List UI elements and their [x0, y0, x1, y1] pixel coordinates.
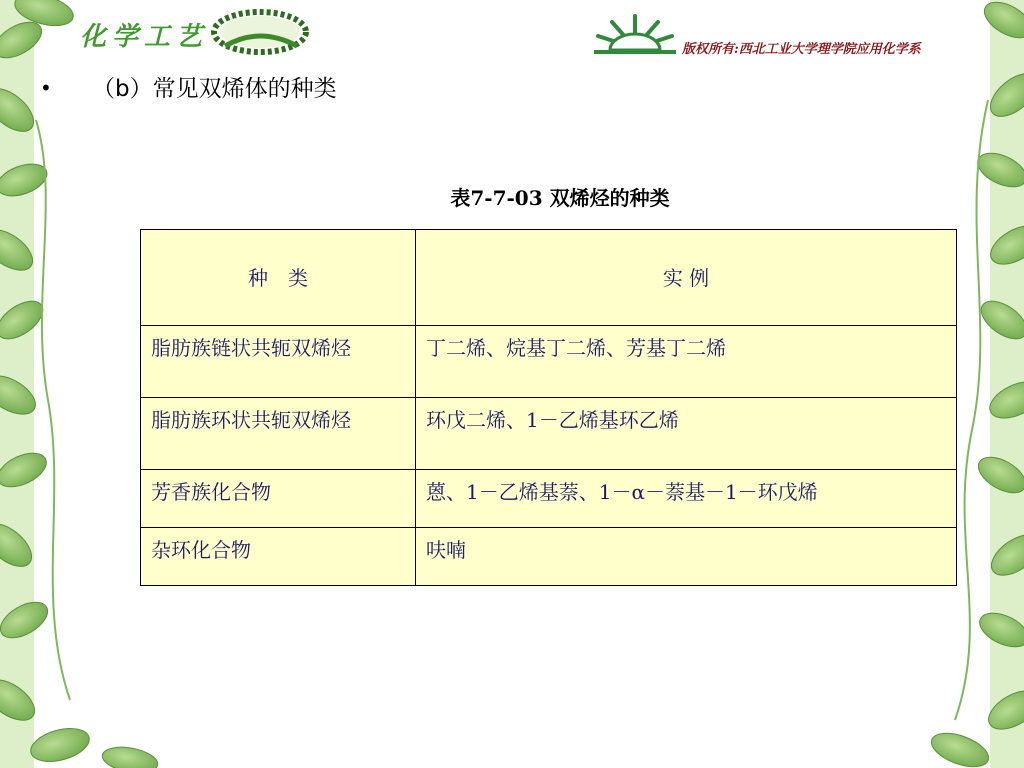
diene-types-table [140, 229, 957, 586]
table-header-row [141, 230, 957, 326]
copyright-text: 版权所有:西北工业大学理学院应用化学系 [682, 42, 921, 57]
header-logo [70, 2, 270, 58]
table-cell-type: 脂肪族链状共轭双烯烃 [141, 326, 416, 398]
logo-text: 化学工艺 [80, 22, 209, 52]
bullet-mark: • [40, 76, 52, 100]
table-cell-example: 环戊二烯、1－乙烯基环乙烯 [416, 398, 957, 470]
table-cell-example: 蒽、1－乙烯基萘、1－α－萘基－1－环戊烯 [416, 470, 957, 528]
header-cell-type: 种 类 [141, 230, 416, 326]
table-cell-example: 丁二烯、烷基丁二烯、芳基丁二烯 [416, 326, 957, 398]
table-row [141, 528, 957, 586]
table-cell-type: 杂环化合物 [141, 528, 416, 586]
table-row [141, 326, 957, 398]
sun-icon [590, 10, 680, 60]
slide-subtitle: （b）常见双烯体的种类 [92, 76, 337, 102]
table-row [141, 470, 957, 528]
table-cell-type: 芳香族化合物 [141, 470, 416, 528]
table-caption: 表7-7-03 双烯烃的种类 [450, 186, 670, 210]
header-cell-example: 实 例 [416, 230, 957, 326]
table-cell-example: 呋喃 [416, 528, 957, 586]
header-copyright [590, 10, 1010, 60]
table-row [141, 398, 957, 470]
table-cell-type: 脂肪族环状共轭双烯烃 [141, 398, 416, 470]
